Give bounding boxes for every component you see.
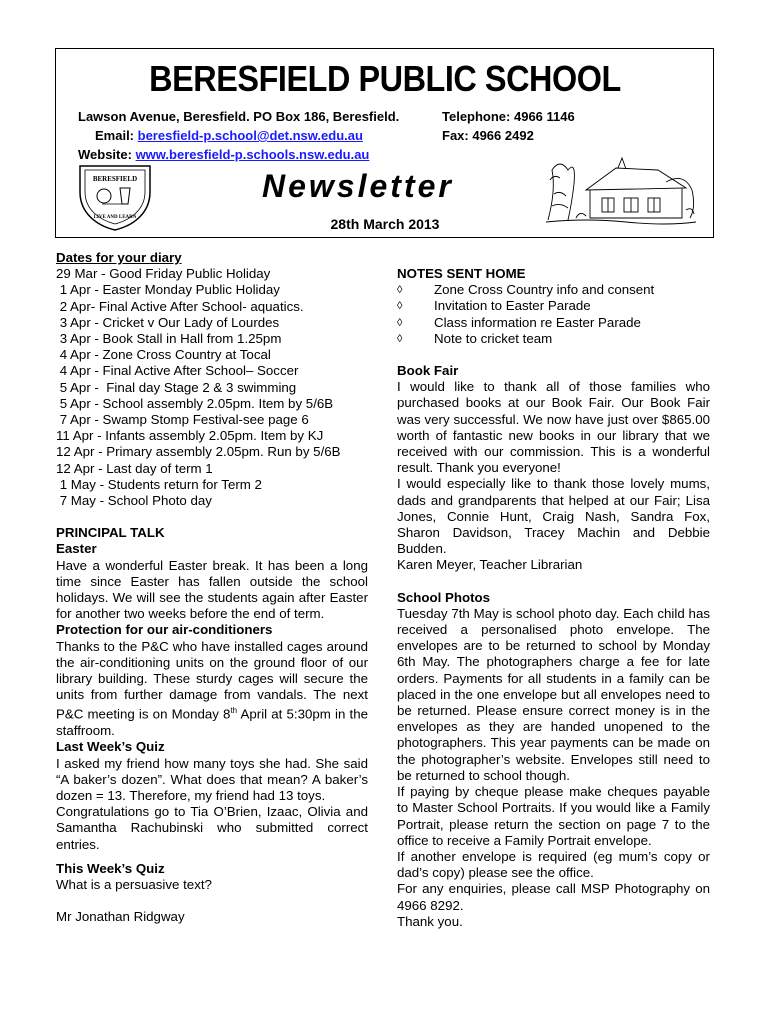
diary-item: 4 Apr - Zone Cross Country at Tocal: [56, 347, 271, 363]
diary-item: 2 Apr- Final Active After School- aquatics.: [56, 298, 304, 314]
diary-item: 1 May - Students return for Term 2: [56, 476, 262, 492]
website-label: Website:: [78, 147, 132, 162]
school-building-sketch: [546, 150, 696, 228]
diary-item: 29 Mar - Good Friday Public Holiday: [56, 266, 271, 282]
this-quiz-text: What is a persuasive text?: [56, 876, 212, 892]
principal-heading: PRINCIPAL TALK: [56, 525, 165, 541]
diary-item: 12 Apr - Primary assembly 2.05pm. Run by 5/6B: [56, 444, 341, 460]
book-fair-text: I would like to thank all of those families who purchased books at our Book Fair. Our Book Fair was very successful. We now have just over $865.00 worth of fantastic new books in our library that we received with our commission. This is a wonderful result. Thank you everyone!: [397, 379, 710, 476]
telephone: Telephone: 4966 1146: [442, 109, 575, 124]
crest-top-text: BERESFIELD: [92, 175, 138, 183]
note-label: Zone Cross Country info and consent: [434, 282, 655, 298]
book-fair-heading: Book Fair: [397, 363, 459, 379]
diary-item: 3 Apr - Cricket v Our Lady of Lourdes: [56, 314, 280, 330]
photos-heading: School Photos: [397, 589, 491, 605]
diamond-bullet-icon: ◊: [397, 300, 403, 313]
aircon-sup: th: [230, 706, 238, 716]
note-item: [397, 282, 710, 298]
aircon-paragraph: [56, 639, 368, 740]
photos-enquiry-text: For any enquiries, please call MSP Photography on 4966 8292.: [397, 881, 710, 913]
email-label: Email:: [95, 128, 135, 143]
notes-list: [397, 282, 710, 347]
easter-heading: Easter: [56, 541, 97, 557]
principal-signature: Mr Jonathan Ridgway: [56, 909, 185, 925]
diary-item: 7 May - School Photo day: [56, 493, 212, 509]
note-item: [397, 331, 710, 347]
photos-thanks: Thank you.: [397, 913, 463, 929]
easter-text: Have a wonderful Easter break. It has been a long time since Easter has fallen outside the school holidays. We will see the students again after Easter for another two weeks before the end of term.: [56, 557, 368, 622]
fax: Fax: 4966 2492: [442, 128, 534, 143]
diamond-bullet-icon: ◊: [397, 332, 403, 345]
diary-item: 11 Apr - Infants assembly 2.05pm. Item by KJ: [56, 428, 324, 444]
note-label: Class information re Easter Parade: [434, 314, 641, 330]
diary-item: 12 Apr - Last day of term 1: [56, 460, 213, 476]
diary-item: 1 Apr - Easter Monday Public Holiday: [56, 282, 280, 298]
photos-envelope-text: If another envelope is required (eg mum’s copy or dad’s copy) please see the office.: [397, 848, 710, 881]
quiz-text: I asked my friend how many toys she had. She said “A baker’s dozen”. What does that mean? A baker’s dozen = 13. Therefore, my friend had 13 toys.: [56, 755, 368, 803]
diary-list: [56, 266, 368, 509]
photos-cheque-text: If paying by cheque please make cheques payable to Master School Portraits. If you would like a Family Portrait, please return the section on page 7 to the office to receive a Family Portrait envelope.: [397, 784, 710, 848]
diamond-bullet-icon: ◊: [397, 316, 403, 329]
aircon-heading: Protection for our air-conditioners: [56, 622, 273, 638]
diary-item: 3 Apr - Book Stall in Hall from 1.25pm: [56, 331, 282, 347]
address: Lawson Avenue, Beresfield. PO Box 186, Beresfield.: [78, 109, 400, 124]
website-line: [78, 147, 369, 162]
note-item: [397, 298, 710, 314]
spacer: [56, 509, 368, 525]
diary-item: 5 Apr - Final day Stage 2 & 3 swimming: [56, 379, 297, 395]
note-item: [397, 315, 710, 331]
book-fair-thanks: I would especially like to thank those lovely mums, dads and grandparents that helped at our Fair; Lisa Jones, Connie Hunt, Craig Nash, Sandra Fox, Sharon Davidson, Tracey Machin and Debbie Budden.: [397, 476, 710, 557]
aircon-text-2: April at 5:30pm in the staffroom.: [56, 706, 368, 739]
right-column: [397, 266, 710, 930]
email-line: [95, 128, 363, 143]
spacer: [56, 853, 368, 861]
crest-bottom-text: LIVE AND LEARN: [93, 215, 137, 220]
email-link[interactable]: beresfield-p.school@det.nsw.edu.au: [137, 128, 363, 143]
spacer: [397, 574, 710, 590]
quiz-heading: Last Week’s Quiz: [56, 739, 165, 755]
newsletter-date: 28th March 2013: [330, 216, 440, 232]
photos-text: Tuesday 7th May is school photo day. Each child has received a personalised photo envelope. The envelopes are to be returned to school by Monday 6th May. The photographers charge a fee for late orders. Payments for all students in a family can be placed in the one envelope but all envelopes need to be returned. Please ensure correct money is in the envelopes as they are handed unopened to the photographers. This year payments can be made on the photographer’s website. Envelopes still need to be returned to school though.: [397, 605, 710, 783]
spacer: [397, 347, 710, 363]
note-label: Note to cricket team: [434, 330, 553, 346]
book-fair-signature: Karen Meyer, Teacher Librarian: [397, 557, 583, 573]
note-label: Invitation to Easter Parade: [434, 298, 591, 314]
spacer: [56, 893, 368, 909]
left-column: [56, 250, 368, 925]
school-name: BERESFIELD PUBLIC SCHOOL: [149, 58, 621, 99]
diary-item: 7 Apr - Swamp Stomp Festival-see page 6: [56, 412, 309, 428]
diamond-bullet-icon: ◊: [397, 284, 403, 297]
diary-heading: Dates for your diary: [56, 250, 182, 265]
aircon-text: Thanks to the P&C who have installed cages around the air-conditioning units on the ground floor of our library building. These sturdy cages will secure the units from further damage from vandals. The next P&C meeting is on Monday 8: [56, 638, 368, 722]
diary-item: 5 Apr - School assembly 2.05pm. Item by 5/6B: [56, 395, 334, 411]
congrats-text: Congratulations go to Tia O’Brien, Izaac, Olivia and Samantha Rachubinski who submitted correct entries.: [56, 804, 368, 852]
diary-item: 4 Apr - Final Active After School– Soccer: [56, 363, 299, 379]
notes-heading: NOTES SENT HOME: [397, 266, 526, 281]
this-quiz-heading: This Week’s Quiz: [56, 860, 165, 876]
website-link[interactable]: www.beresfield-p.schools.nsw.edu.au: [135, 147, 370, 162]
newsletter-title: Newsletter: [262, 168, 454, 204]
